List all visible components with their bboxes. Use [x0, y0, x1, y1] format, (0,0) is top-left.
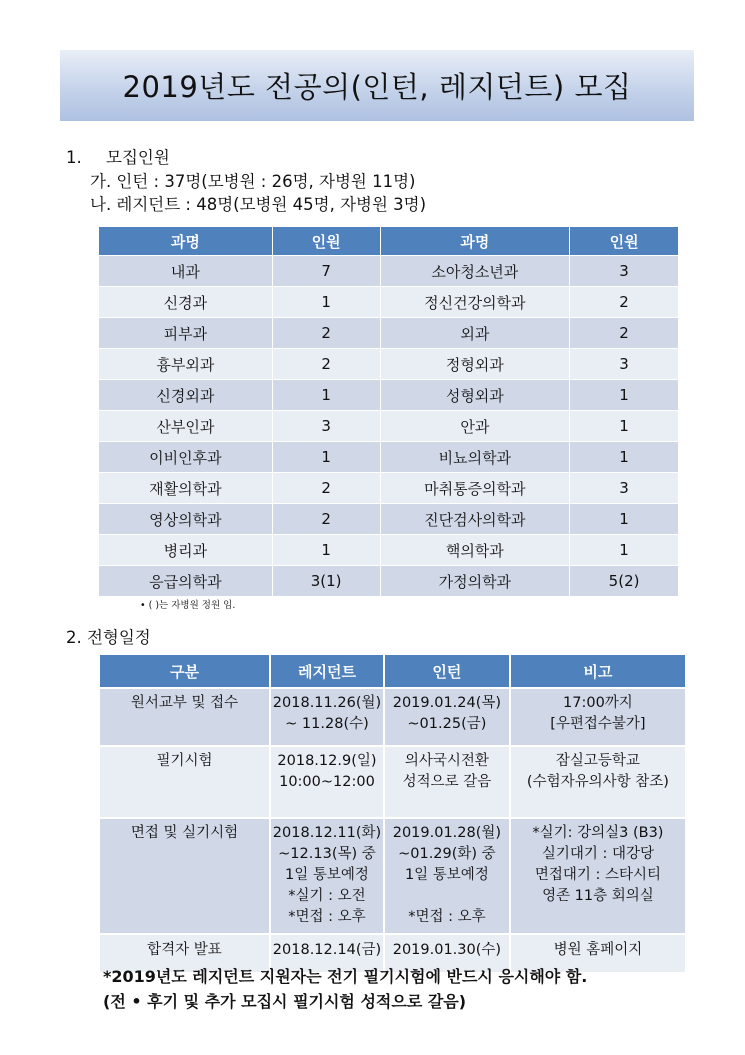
cell-line: 면접대기 : 스타시티	[534, 867, 661, 883]
cell-line: 성적으로 갈음	[402, 774, 492, 790]
table-row	[99, 535, 679, 566]
dept-cell: 정형외과	[380, 349, 570, 380]
cell-line: ~01.25(금)	[407, 716, 487, 732]
dept-cell: 소아청소년과	[380, 256, 570, 287]
count-cell: 3	[570, 473, 679, 504]
table-row	[99, 746, 686, 818]
cell-line: *실기 : 오전	[288, 888, 366, 904]
schedule-label-cell: 합격자 발표	[99, 934, 270, 973]
cell-line: 의사국시전환	[404, 753, 489, 769]
cell-line: 영존 11층 회의실	[542, 888, 654, 904]
cell-line: 2019.01.30(수)	[392, 942, 502, 958]
footer-line-1: *2019년도 레지던트 지원자는 전기 필기시험에 반드시 응시해야 함.	[103, 967, 588, 986]
cell-line: 1일 통보예정	[404, 867, 489, 883]
cell-line: 1일 통보예정	[285, 867, 369, 883]
count-cell: 1	[570, 442, 679, 473]
dept-cell: 이비인후과	[99, 442, 273, 473]
table-row	[99, 473, 679, 504]
count-cell: 2	[570, 318, 679, 349]
cell-line: (수험자유의사항 참조)	[526, 774, 669, 790]
count-cell: 1	[272, 287, 380, 318]
count-cell: 1	[272, 442, 380, 473]
cell-line: [우편접수불가]	[550, 716, 646, 732]
table-row	[99, 504, 679, 535]
dept-cell: 핵의학과	[380, 535, 570, 566]
schedule-remark-cell	[510, 688, 686, 746]
dept-cell: 신경과	[99, 287, 273, 318]
count-cell: 2	[272, 349, 380, 380]
cell-line: *면접 : 오후	[288, 909, 366, 925]
dept-cell: 응급의학과	[99, 566, 273, 597]
schedule-resident-cell	[270, 746, 384, 818]
schedule-label-cell: 면접 및 실기시험	[99, 818, 270, 934]
cell-line: 2019.01.24(목)	[392, 695, 502, 711]
header-intern: 인턴	[384, 654, 510, 688]
schedule-label-cell: 원서교부 및 접수	[99, 688, 270, 746]
header-resident: 레지던트	[270, 654, 384, 688]
cell-line: 2018.12.11(화)	[272, 825, 382, 841]
dept-cell: 산부인과	[99, 411, 273, 442]
dept-cell: 재활의학과	[99, 473, 273, 504]
table-row	[99, 349, 679, 380]
schedule-label-cell: 필기시험	[99, 746, 270, 818]
table-row	[99, 688, 686, 746]
schedule-intern-cell	[384, 818, 510, 934]
schedule-remark-cell	[510, 746, 686, 818]
dept-cell: 신경외과	[99, 380, 273, 411]
intern-quota: 가. 인턴 : 37명(모병원 : 26명, 자병원 11명)	[90, 171, 416, 191]
section-schedule-heading: 2. 전형일정	[66, 628, 151, 647]
dept-cell: 피부과	[99, 318, 273, 349]
dept-cell: 성형외과	[380, 380, 570, 411]
cell-line: 2018.11.26(월)	[272, 695, 382, 711]
schedule-remark-cell	[510, 818, 686, 934]
cell-line: *면접 : 오후	[408, 909, 486, 925]
cell-line: ~01.29(화) 중	[398, 846, 496, 862]
cell-line: ~ 11.28(수)	[285, 716, 369, 732]
quota-table	[98, 226, 679, 597]
dept-cell: 마취통증의학과	[380, 473, 570, 504]
count-cell: 1	[570, 380, 679, 411]
count-cell: 3	[570, 349, 679, 380]
cell-line: 10:00~12:00	[279, 774, 375, 790]
count-cell: 1	[272, 535, 380, 566]
cell-line: ~12.13(목) 중	[278, 846, 376, 862]
section-number: 1.	[66, 148, 82, 167]
count-cell: 7	[272, 256, 380, 287]
schedule-table	[98, 653, 687, 974]
table-row	[99, 818, 686, 934]
cell-line: *실기: 강의실3 (B3)	[532, 825, 664, 841]
cell-line: 2018.12.9(일)	[277, 753, 377, 769]
count-cell: 2	[272, 473, 380, 504]
table-row	[99, 256, 679, 287]
dept-cell: 가정의학과	[380, 566, 570, 597]
section-heading	[66, 146, 426, 170]
header-count: 인원	[272, 227, 380, 256]
header-category: 구분	[99, 654, 270, 688]
table-row	[99, 380, 679, 411]
header-remark: 비고	[510, 654, 686, 688]
table-row	[99, 442, 679, 473]
page-title: 2019년도 전공의(인턴, 레지던트) 모집	[60, 50, 694, 121]
count-cell: 2	[272, 318, 380, 349]
footnote: • ( )는 자병원 정원 임.	[140, 600, 236, 611]
count-cell: 5(2)	[570, 566, 679, 597]
dept-cell: 흉부외과	[99, 349, 273, 380]
cell-line	[385, 886, 509, 907]
cell-line: 2019.01.28(월)	[392, 825, 502, 841]
count-cell: 3	[570, 256, 679, 287]
cell-line: 17:00까지	[563, 695, 633, 711]
cell-line: 병원 홈페이지	[553, 942, 643, 958]
schedule-resident-cell	[270, 818, 384, 934]
count-cell: 1	[570, 411, 679, 442]
dept-cell: 정신건강의학과	[380, 287, 570, 318]
count-cell: 3	[272, 411, 380, 442]
table-row	[99, 318, 679, 349]
count-cell: 1	[272, 380, 380, 411]
count-cell: 1	[570, 504, 679, 535]
cell-line: 2018.12.14(금)	[272, 942, 382, 958]
count-cell: 1	[570, 535, 679, 566]
resident-quota: 나. 레지던트 : 48명(모병원 45명, 자병원 3명)	[90, 195, 427, 214]
section-recruitment	[66, 146, 426, 217]
schedule-intern-cell	[384, 746, 510, 818]
footer-notice	[103, 964, 587, 1014]
schedule-resident-cell	[270, 688, 384, 746]
dept-cell: 외과	[380, 318, 570, 349]
dept-cell: 영상의학과	[99, 504, 273, 535]
table-row	[99, 411, 679, 442]
dept-cell: 내과	[99, 256, 273, 287]
header-dept: 과명	[380, 227, 570, 256]
dept-cell: 안과	[380, 411, 570, 442]
table-row	[99, 287, 679, 318]
count-cell: 2	[272, 504, 380, 535]
section-title: 모집인원	[106, 148, 170, 167]
count-cell: 3(1)	[272, 566, 380, 597]
table-row	[99, 566, 679, 597]
footer-line-2: (전 • 후기 및 추가 모집시 필기시험 성적으로 갈음)	[103, 992, 467, 1011]
count-cell: 2	[570, 287, 679, 318]
cell-line: 실기대기 : 대강당	[541, 846, 654, 862]
schedule-intern-cell	[384, 688, 510, 746]
cell-line: 잠실고등학교	[555, 753, 640, 769]
dept-cell: 비뇨의학과	[380, 442, 570, 473]
header-dept: 과명	[99, 227, 273, 256]
quota-table-header	[99, 227, 679, 256]
dept-cell: 병리과	[99, 535, 273, 566]
header-count: 인원	[570, 227, 679, 256]
dept-cell: 진단검사의학과	[380, 504, 570, 535]
schedule-table-header	[99, 654, 686, 688]
